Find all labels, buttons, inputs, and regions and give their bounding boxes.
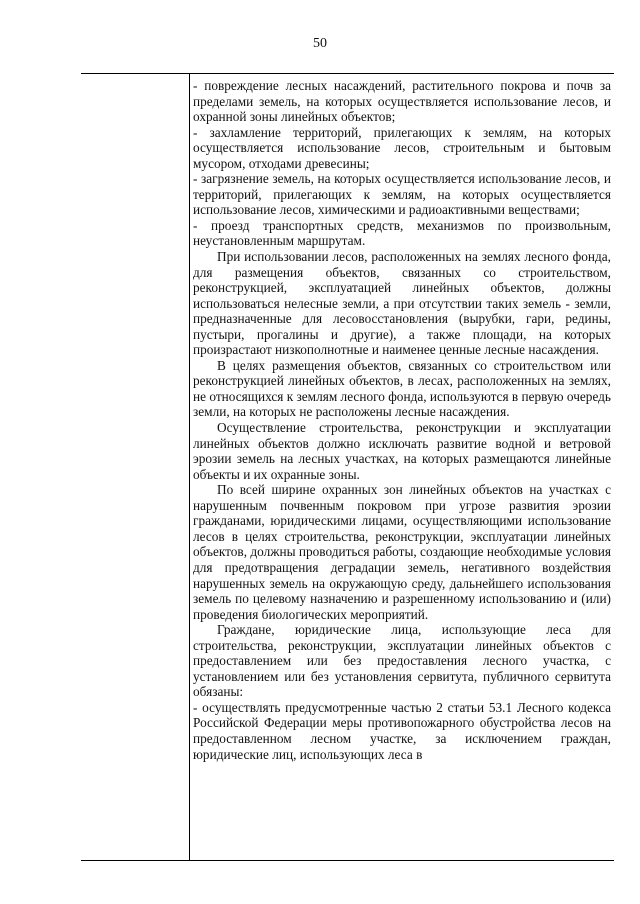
- bullet-paragraph: - осуществлять предусмотренные частью 2 статьи 53.1 Лесного кодекса Российской Федерации меры противопожарного обустройства лесов на предоставленном лесном участке, за исключением граждан, юридические лиц, использующих леса в: [193, 699, 611, 762]
- table-right-cell: [193, 78, 611, 762]
- bullet-paragraph: - повреждение лесных насаждений, растительного покрова и почв за пределами земель, на которых осуществляется использование лесов, и охранной зоны линейных объектов;: [193, 78, 611, 125]
- bullet-paragraph: - загрязнение земель, на которых осуществляется использование лесов, и территорий, прилегающих к землям, на которых осуществляется использование лесов, химическими и радиоактивными веществами;: [193, 171, 611, 218]
- body-paragraph: При использовании лесов, расположенных на землях лесного фонда, для размещения объектов, связанных со строительством, реконструкцией, эксплуатацией линейных объектов, должны использоваться нелесные земли, а при отсутствии таких земель - земли, предназначенные для лесовосстановления (вырубки, гари, редины, пустыри, прогалины и другие), а также площади, на которых произрастают низкополнотные и наименее ценные лесные насаждения.: [193, 249, 611, 358]
- body-paragraph: Осуществление строительства, реконструкции и эксплуатации линейных объектов должно исключать развитие водной и ветровой эрозии земель на лесных участках, на которых размещаются линейные объекты и их охранные зоны.: [193, 420, 611, 482]
- column-divider: [189, 74, 190, 860]
- bullet-paragraph: - проезд транспортных средств, механизмов по произвольным, неустановленным маршрутам.: [193, 217, 611, 249]
- document-table: [81, 73, 614, 861]
- bullet-paragraph: - захламление территорий, прилегающих к землям, на которых осуществляется использование лесов, строительным и бытовым мусором, отходами древесины;: [193, 124, 611, 171]
- body-paragraph: По всей ширине охранных зон линейных объектов на участках с нарушенным почвенным покровом при угрозе развития эрозии гражданами, юридическими лицами, осуществляющими использование лесов в целях строительства, реконструкции, эксплуатации линейных объектов, должны проводиться работы, создающие необходимые условия для предотвращения деградации земель, негативного воздействия нарушенных земель на окружающую среду, дальнейшего использования земель по целевому назначению и разрешенному использованию и (или) проведения биологических мероприятий.: [193, 482, 611, 622]
- body-paragraph: Граждане, юридические лица, использующие леса для строительства, реконструкции, эксплуатации линейных объектов с предоставлением или без предоставления лесного участка, с установлением или без установления сервитута, публичного сервитута обязаны:: [193, 622, 611, 700]
- table-left-cell: [81, 74, 189, 860]
- body-paragraph: В целях размещения объектов, связанных со строительством или реконструкцией линейных объектов, в лесах, расположенных на землях, не относящихся к землям лесного фонда, используются в первую очередь земли, на которых не расположены лесные насаждения.: [193, 357, 611, 420]
- page-number: 50: [313, 36, 327, 51]
